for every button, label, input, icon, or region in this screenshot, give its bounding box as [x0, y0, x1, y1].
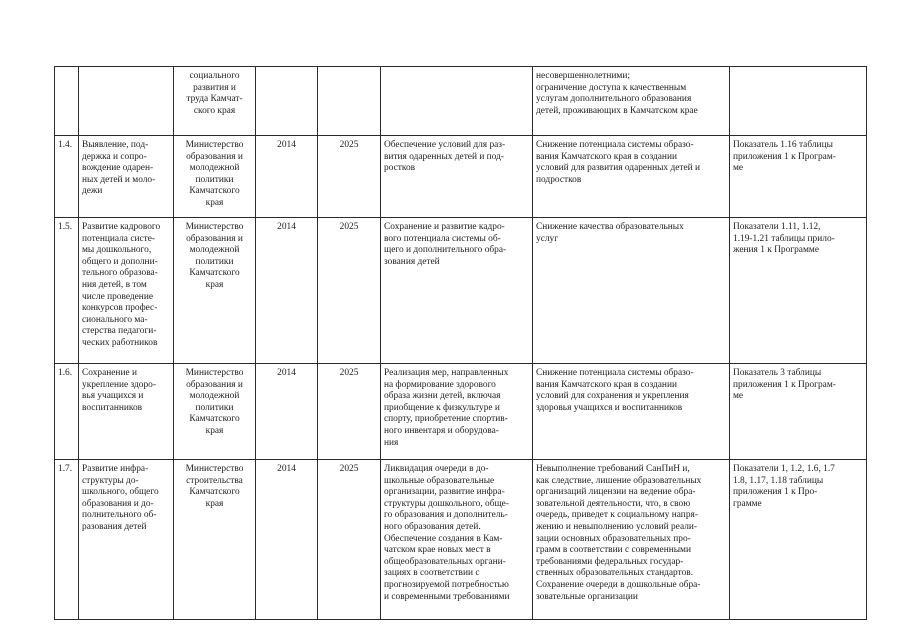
- responsible-executor-text-line: развития и: [193, 82, 236, 93]
- start-year-text: 2014: [277, 464, 296, 474]
- expected-result-cell: [381, 67, 533, 136]
- non-implementation-consequences-text-line: услуг: [536, 233, 559, 244]
- end-year-text: 2025: [339, 222, 359, 232]
- start-year-cell: [256, 218, 318, 364]
- end-year-text: 2025: [339, 368, 359, 378]
- responsible-executor-text-line: края: [205, 197, 224, 208]
- measure-name-text-line: дежи: [82, 186, 103, 197]
- table-body: [55, 67, 867, 620]
- non-implementation-consequences-text-line: грамм в соответствии с современными: [536, 545, 691, 556]
- measure-name-cell: [79, 218, 174, 364]
- table-row: [55, 67, 867, 136]
- non-implementation-consequences-text-line: несовершеннолетними;: [536, 71, 630, 81]
- expected-result-text-line: зования детей: [384, 256, 440, 267]
- measure-name-text-line: ния детей, в том: [82, 279, 147, 290]
- program-indicator-link-text-line: грамме: [733, 498, 762, 509]
- measure-name-cell: [79, 67, 174, 136]
- expected-result-text-line: приобщение к физкультуре и: [384, 402, 500, 413]
- expected-result-cell: [381, 136, 533, 218]
- responsible-executor-cell: [174, 460, 256, 620]
- responsible-executor-cell: [174, 136, 256, 218]
- measure-name-text-line: сионального ма-: [82, 314, 148, 325]
- measure-name-text-line: потенциала систе-: [82, 233, 156, 244]
- responsible-executor-text-line: политики: [195, 256, 234, 267]
- responsible-executor-cell: [174, 218, 256, 364]
- row-number-text: 1.4.: [58, 140, 73, 150]
- non-implementation-consequences-text-line: Снижение потенциала системы образо-: [536, 368, 694, 378]
- expected-result-text-line: Реализация мер, направленных: [384, 368, 509, 378]
- non-implementation-consequences-text-line: очередь, приведет к социальному напря-: [536, 510, 698, 521]
- responsible-executor-text-line: Министерство: [185, 464, 244, 474]
- non-implementation-consequences-text-line: условий для сохранения и укрепления: [536, 391, 689, 402]
- non-implementation-consequences-cell: [533, 364, 730, 460]
- end-year-cell: [318, 136, 381, 218]
- responsible-executor-text-line: Министерство: [185, 368, 244, 378]
- program-indicator-link-text-line: приложения 1 к Програм-: [733, 151, 836, 162]
- non-implementation-consequences-text-line: ограничение доступа к качественным: [536, 82, 687, 93]
- row-number-text: 1.5.: [58, 222, 73, 232]
- program-indicator-link-text-line: Показатели 1, 1.2, 1.6, 1.7: [733, 464, 835, 474]
- start-year-cell: [256, 136, 318, 218]
- expected-result-text-line: Ликвидация очереди в до-: [384, 464, 489, 474]
- non-implementation-consequences-text-line: условий для развития одаренных детей и: [536, 163, 701, 174]
- expected-result-text-line: вого потенциала системы об-: [384, 233, 501, 244]
- expected-result-text-line: ния: [384, 437, 399, 448]
- measure-name-text-line: вождение одарен-: [82, 163, 154, 174]
- expected-result-text-line: и современными требованиями: [384, 591, 510, 602]
- expected-result-text-line: на формирование здорового: [384, 379, 496, 390]
- responsible-executor-text-line: строительства: [186, 475, 243, 486]
- expected-result-text-line: ростков: [384, 163, 416, 174]
- non-implementation-consequences-text-line: требованиями федеральных государ-: [536, 556, 684, 567]
- table-row: [55, 460, 867, 620]
- non-implementation-consequences-cell: [533, 460, 730, 620]
- row-number-cell: [55, 364, 79, 460]
- measure-name-cell: [79, 364, 174, 460]
- responsible-executor-text-line: Камчатского: [189, 268, 240, 279]
- end-year-text: 2025: [339, 140, 359, 150]
- measure-name-cell: [79, 136, 174, 218]
- measure-name-text-line: укрепление здоро-: [82, 379, 156, 390]
- measure-name-cell: [79, 460, 174, 620]
- responsible-executor-text-line: края: [205, 498, 224, 509]
- program-indicator-link-text-line: 1.8, 1.17, 1.18 таблицы: [733, 475, 824, 486]
- non-implementation-consequences-text-line: детей, проживающих в Камчатском крае: [536, 105, 698, 116]
- measure-name-text-line: Развитие инфра-: [82, 464, 149, 474]
- row-number-cell: [55, 67, 79, 136]
- program-indicator-link-cell: [730, 364, 867, 460]
- measure-name-text-line: Сохранение и: [82, 368, 137, 378]
- program-indicator-link-text-line: приложения 1 к Про-: [733, 487, 818, 498]
- expected-result-cell: [381, 218, 533, 364]
- non-implementation-consequences-text-line: здоровья учащихся и воспитанников: [536, 402, 683, 413]
- expected-result-text-line: чатском крае новых мест в: [384, 545, 491, 556]
- expected-result-text-line: го образования и дополнитель-: [384, 510, 508, 521]
- expected-result-text-line: структуры дошкольного, обще-: [384, 498, 509, 509]
- row-number-text: 1.6.: [58, 368, 73, 378]
- table-row: [55, 136, 867, 218]
- measure-name-text-line: Развитие кадрового: [82, 222, 161, 232]
- start-year-cell: [256, 460, 318, 620]
- program-indicator-link-text-line: ме: [733, 391, 744, 402]
- expected-result-text-line: Обеспечение создания в Кам-: [384, 533, 503, 544]
- measure-name-text-line: числе проведение: [82, 291, 154, 302]
- row-number-cell: [55, 218, 79, 364]
- responsible-executor-text-line: края: [205, 279, 224, 290]
- responsible-executor-cell: [174, 364, 256, 460]
- program-indicator-link-text-line: жения 1 к Программе: [733, 245, 819, 256]
- non-implementation-consequences-text-line: услугам дополнительного образования: [536, 94, 692, 105]
- start-year-text: 2014: [277, 368, 296, 378]
- measure-name-text-line: полнительного об-: [82, 510, 157, 521]
- non-implementation-consequences-text-line: Сохранение очереди в дошкольные обра-: [536, 579, 701, 590]
- expected-result-text-line: ного образования детей.: [384, 521, 481, 532]
- expected-result-cell: [381, 364, 533, 460]
- row-number-cell: [55, 460, 79, 620]
- expected-result-text-line: общеобразовательных органи-: [384, 556, 506, 567]
- expected-result-text-line: щего и дополнительного обра-: [384, 245, 507, 256]
- program-indicator-link-cell: [730, 67, 867, 136]
- responsible-executor-text-line: Камчатского: [189, 186, 240, 197]
- end-year-cell: [318, 218, 381, 364]
- responsible-executor-text-line: молодежной: [189, 245, 240, 256]
- non-implementation-consequences-text-line: Снижение потенциала системы образо-: [536, 140, 694, 150]
- measure-name-text-line: Выявление, под-: [82, 140, 149, 150]
- responsible-executor-text-line: образования и: [186, 379, 243, 390]
- measure-name-text-line: ных детей и моло-: [82, 174, 156, 185]
- start-year-text: 2014: [277, 222, 296, 232]
- expected-result-text-line: организации, развитие инфра-: [384, 487, 505, 498]
- program-indicator-link-text-line: Показатель 3 таблицы: [733, 368, 822, 378]
- program-measures-table: [54, 66, 867, 620]
- end-year-cell: [318, 460, 381, 620]
- start-year-cell: [256, 364, 318, 460]
- program-indicator-link-text-line: ме: [733, 163, 744, 174]
- expected-result-text-line: Сохранение и развитие кадро-: [384, 222, 505, 232]
- responsible-executor-text-line: образования и: [186, 233, 243, 244]
- non-implementation-consequences-text-line: вания Камчатского края в создании: [536, 151, 677, 162]
- measure-name-text-line: общего и дополни-: [82, 256, 158, 267]
- measure-name-text-line: держка и сопро-: [82, 151, 147, 162]
- end-year-text: 2025: [339, 464, 359, 474]
- program-indicator-link-text-line: 1.19-1.21 таблицы прило-: [733, 233, 835, 244]
- responsible-executor-text-line: края: [205, 425, 224, 436]
- responsible-executor-text-line: образования и: [186, 151, 243, 162]
- program-indicator-link-text-line: приложения 1 к Програм-: [733, 379, 836, 390]
- expected-result-cell: [381, 460, 533, 620]
- non-implementation-consequences-text-line: зовательной деятельности, что, в свою: [536, 498, 691, 509]
- non-implementation-consequences-text-line: зации основных образовательных про-: [536, 533, 691, 544]
- measure-name-text-line: разования детей: [82, 521, 147, 532]
- responsible-executor-text-line: Камчатского: [189, 487, 240, 498]
- start-year-cell: [256, 67, 318, 136]
- responsible-executor-text-line: Министерство: [185, 222, 244, 232]
- responsible-executor-text-line: молодежной: [189, 163, 240, 174]
- end-year-cell: [318, 67, 381, 136]
- responsible-executor-text-line: молодежной: [189, 391, 240, 402]
- program-indicator-link-text-line: Показатель 1.16 таблицы: [733, 140, 833, 150]
- responsible-executor-text-line: ского края: [193, 105, 236, 116]
- program-indicator-link-cell: [730, 218, 867, 364]
- non-implementation-consequences-text-line: жению и невыполнению условий реали-: [536, 521, 698, 532]
- non-implementation-consequences-text-line: зовательные организации: [536, 591, 638, 602]
- responsible-executor-text-line: социального: [189, 71, 240, 81]
- program-indicator-link-cell: [730, 460, 867, 620]
- measure-name-text-line: тельного образова-: [82, 268, 158, 279]
- measure-name-text-line: конкурсов профес-: [82, 303, 158, 314]
- responsible-executor-text-line: политики: [195, 402, 234, 413]
- table-row: [55, 364, 867, 460]
- table-row: [55, 218, 867, 364]
- non-implementation-consequences-text-line: организаций лицензии на ведение обра-: [536, 487, 696, 498]
- expected-result-text-line: зациях в соответствии с: [384, 568, 480, 579]
- expected-result-text-line: ного инвентаря и оборудова-: [384, 425, 499, 436]
- measure-name-text-line: вья учащихся и: [82, 391, 144, 402]
- responsible-executor-text-line: Министерство: [185, 140, 244, 150]
- end-year-cell: [318, 364, 381, 460]
- measure-name-text-line: образования и до-: [82, 498, 154, 509]
- measure-name-text-line: ческих работников: [82, 337, 158, 348]
- responsible-executor-text-line: Камчатского: [189, 414, 240, 425]
- expected-result-text-line: образа жизни детей, включая: [384, 391, 501, 402]
- row-number-text: 1.7.: [58, 464, 73, 474]
- row-number-cell: [55, 136, 79, 218]
- non-implementation-consequences-text-line: как следствие, лишение образовательных: [536, 475, 702, 486]
- measure-name-text-line: структуры до-: [82, 475, 139, 486]
- expected-result-text-line: школьные образовательные: [384, 475, 495, 486]
- measure-name-text-line: стерства педагоги-: [82, 326, 157, 337]
- non-implementation-consequences-text-line: ственных образовательных стандартов.: [536, 568, 694, 579]
- expected-result-text-line: вития одаренных детей и под-: [384, 151, 505, 162]
- non-implementation-consequences-text-line: Невыполнение требований СанПиН и,: [536, 464, 690, 474]
- non-implementation-consequences-cell: [533, 136, 730, 218]
- non-implementation-consequences-text-line: Снижение качества образовательных: [536, 222, 684, 232]
- program-indicator-link-text-line: Показатели 1.11, 1.12,: [733, 222, 821, 232]
- non-implementation-consequences-text-line: вания Камчатского края в создании: [536, 379, 677, 390]
- responsible-executor-cell: [174, 67, 256, 136]
- responsible-executor-text-line: труда Камчат-: [186, 94, 243, 105]
- measure-name-text-line: школьного, общего: [82, 487, 159, 498]
- expected-result-text-line: Обеспечение условий для раз-: [384, 140, 506, 150]
- measure-name-text-line: мы дошкольного,: [82, 245, 152, 256]
- expected-result-text-line: спорту, приобретение спортив-: [384, 414, 508, 425]
- responsible-executor-text-line: политики: [195, 174, 234, 185]
- start-year-text: 2014: [277, 140, 296, 150]
- measure-name-text-line: воспитанников: [82, 402, 143, 413]
- non-implementation-consequences-cell: [533, 67, 730, 136]
- program-indicator-link-cell: [730, 136, 867, 218]
- non-implementation-consequences-cell: [533, 218, 730, 364]
- non-implementation-consequences-text-line: подростков: [536, 174, 582, 185]
- expected-result-text-line: прогнозируемой потребностью: [384, 579, 509, 590]
